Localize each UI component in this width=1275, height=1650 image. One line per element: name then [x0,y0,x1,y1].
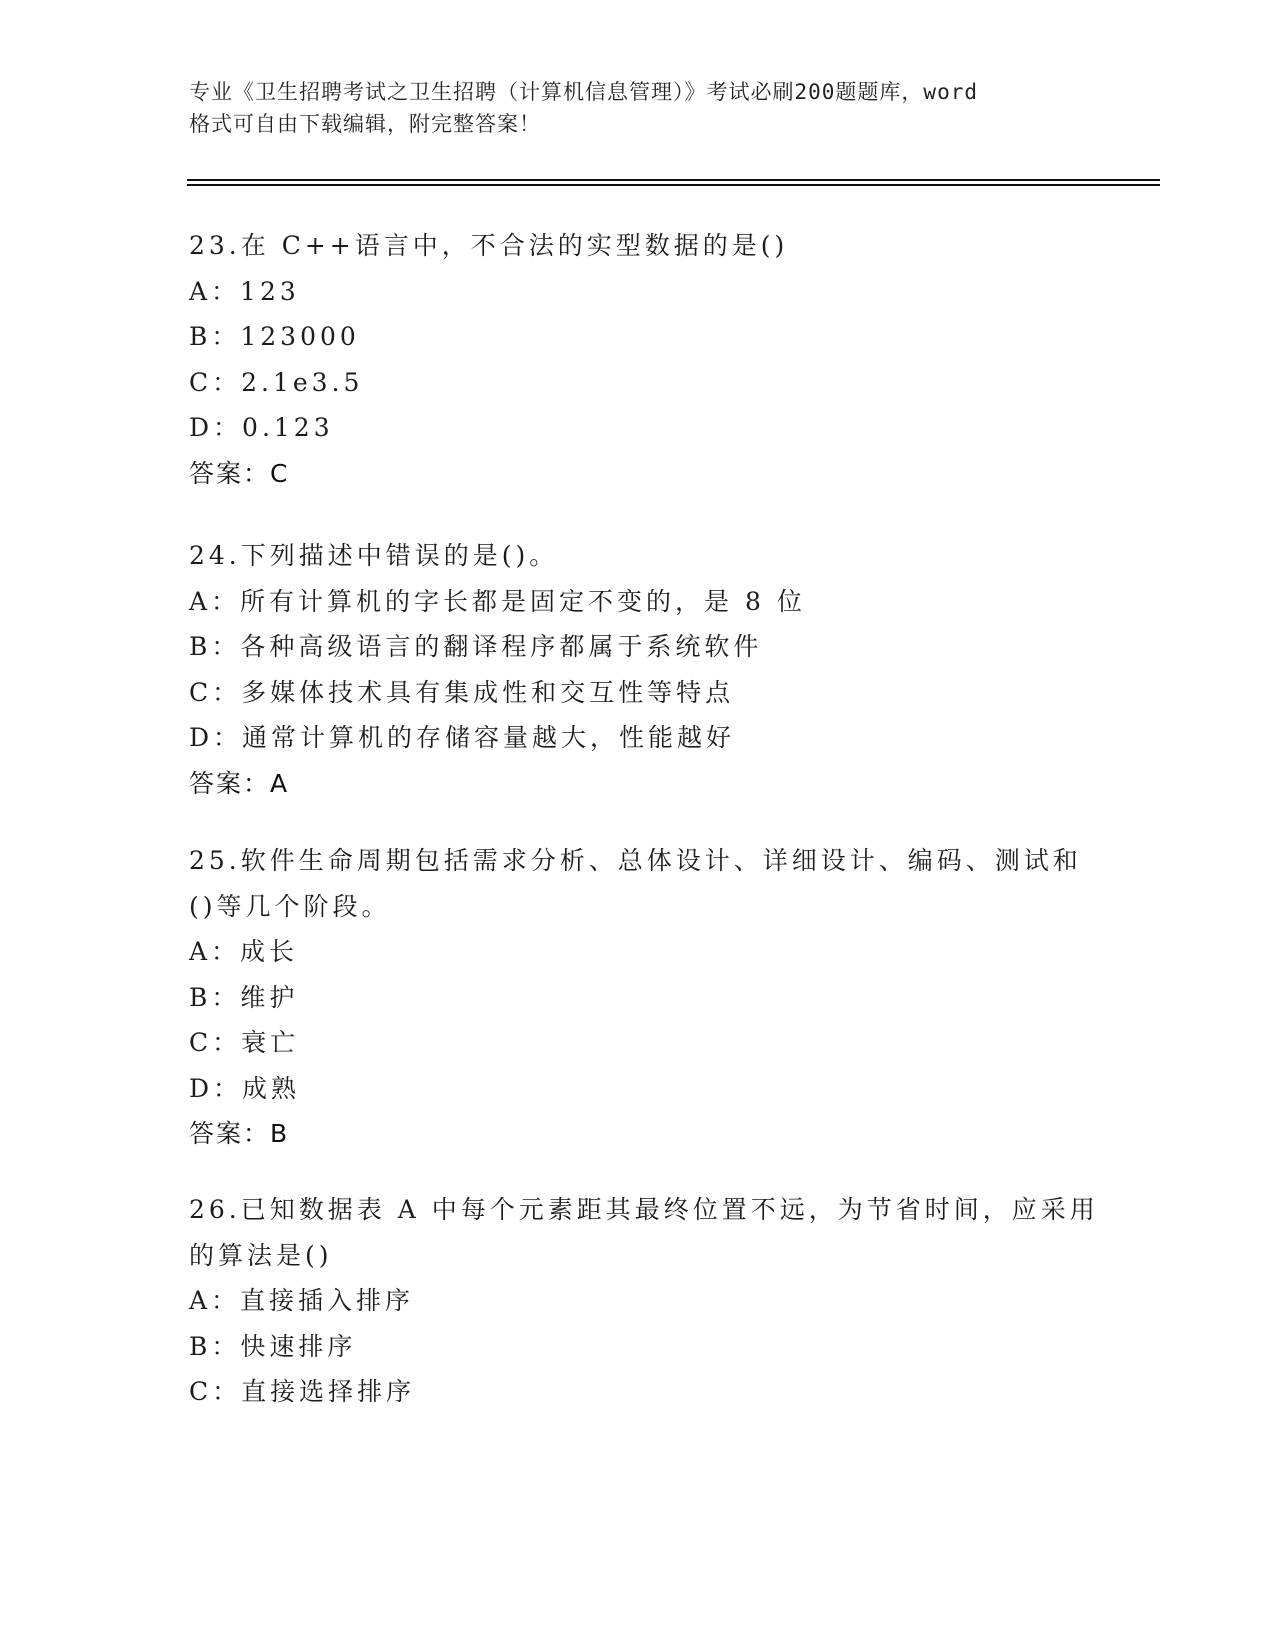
option-d: D：通常计算机的存储容量越大，性能越好 [189,723,736,752]
option-b: B：各种高级语言的翻译程序都属于系统软件 [189,632,763,661]
question-stem-line: 的算法是() [189,1240,333,1270]
option-a: A：123 [189,276,300,306]
header-divider-bottom [187,184,1160,186]
question-23 [189,223,1089,496]
document-header [189,76,1109,140]
option-d: D：0.123 [189,413,334,442]
question-stem [189,838,1089,929]
option-c: C：衰亡 [189,1028,300,1057]
option-a: A：所有计算机的字长都是固定不变的，是 8 位 [189,586,806,616]
question-24 [189,533,1089,806]
question-stem-line: ()等几个阶段。 [189,891,391,921]
answer-line: 答案：A [189,768,290,798]
question-25 [189,838,1089,1157]
question-26 [189,1187,1099,1415]
question-stem [189,533,1089,579]
option-d: D：成熟 [189,1073,301,1103]
option-c: C：直接选择排序 [189,1377,416,1406]
option-c: C：多媒体技术具有集成性和交互性等特点 [189,677,735,707]
question-stem-line: 26.已知数据表 A 中每个元素距其最终位置不远，为节省时间，应采用 [189,1195,1099,1224]
question-stem-line: 25.软件生命周期包括需求分析、总体设计、详细设计、编码、测试和 [189,846,1082,875]
question-stem [189,223,1089,269]
option-b: B：123000 [189,322,360,351]
option-b: B：快速排序 [189,1331,357,1361]
question-stem [189,1187,1099,1278]
answer-line: 答案：B [189,1119,290,1148]
header-line-1: 专业《卫生招聘考试之卫生招聘（计算机信息管理）》考试必刷200题题库，word [189,80,978,104]
answer-line: 答案：C [189,458,290,488]
question-stem-line: 23.在 C++语言中，不合法的实型数据的是() [189,231,789,260]
header-divider-top [187,179,1160,181]
option-a: A：成长 [189,937,299,966]
question-stem-line: 24.下列描述中错误的是()。 [189,541,559,570]
header-line-2: 格式可自由下载编辑，附完整答案！ [189,112,541,136]
option-c: C：2.1e3.5 [189,367,364,397]
option-b: B：维护 [189,982,299,1012]
option-a: A：直接插入排序 [189,1286,415,1315]
